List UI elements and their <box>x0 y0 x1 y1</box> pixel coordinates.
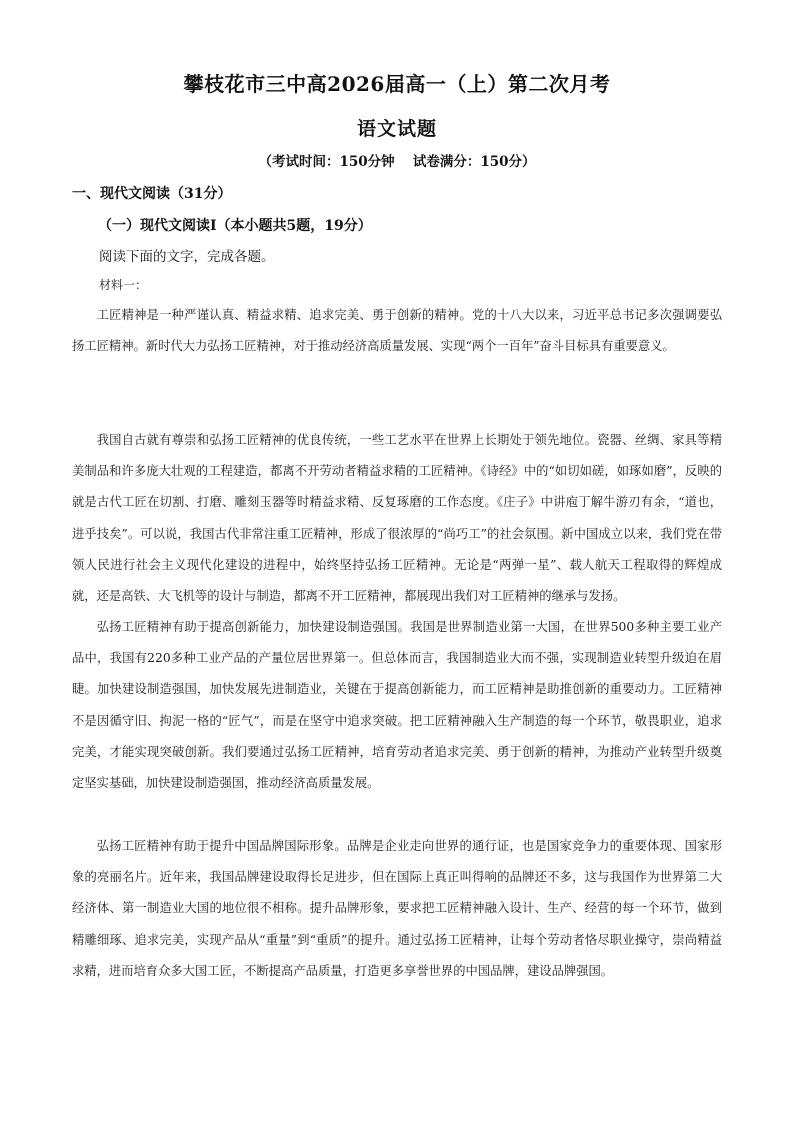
body-paragraph-3: 弘扬工匠精神有助于提高创新能力，加快建设制造强国。我国是世界制造业第一大国，在世界500多种主要工业产品中，我国有220多种工业产品的产量位居世界第一。但总体而言，我国制造业大而不强，实现制造业转型升级迫在眉睫。加快建设制造强国，加快发展先进制造业，关键在于提高创新能力，而工匠精神是助推创新的重要动力。工匠精神不是因循守旧、拘泥一格的“匠气”，而是在坚守中追求突破。把工匠精神融入生产制造的每一个环节，敬畏职业，追求完美，才能实现突破创新。我们要通过弘扬工匠精神，培育劳动者追求完美、勇于创新的精神，为推动产业转型升级奠定坚实基础，加快建设制造强国，推动经济高质量发展。 <box>72 620 722 791</box>
exam-title: 攀枝花市三中高2026届高一（上）第二次月考 <box>183 72 611 96</box>
material-label: 材料一： <box>99 278 148 292</box>
body-paragraph-4: 弘扬工匠精神有助于提升中国品牌国际形象。品牌是企业走向世界的通行证，也是国家竞争力的重要体现、国家形象的亮丽名片。近年来，我国品牌建设取得长足进步，但在国际上真正叫得响的品牌还不多，这与我国作为世界第二大经济体、第一制造业大国的地位很不相称。提升品牌形象，要求把工匠精神融入设计、生产、经营的每一个环节，做到精雕细琢、追求完美，实现产品从“重量”到“重质”的提升。通过弘扬工匠精神，让每个劳动者恪尽职业操守，崇尚精益求精，进而培育众多大国工匠，不断提高产品质量，打造更多享誉世界的中国品牌，建设品牌强国。 <box>72 839 722 978</box>
body-paragraph-2: 我国自古就有尊崇和弘扬工匠精神的优良传统，一些工艺水平在世界上长期处于领先地位。瓷器、丝绸、家具等精美制品和许多庞大壮观的工程建造，都离不开劳动者精益求精的工匠精神。《诗经》中的“如切如磋，如琢如磨”，反映的就是古代工匠在切割、打磨、雕刻玉器等时精益求精、反复琢磨的工作态度。《庄子》中讲庖丁解牛游刃有余，“道也，进乎技矣”。可以说，我国古代非常注重工匠精神，形成了很浓厚的“尚巧工”的社会氛围。新中国成立以来，我们党在带领人民进行社会主义现代化建设的进程中，始终坚持弘扬工匠精神。无论是“两弹一星”、载人航天工程取得的辉煌成就，还是高铁、大飞机等的设计与制造，都离不开工匠精神，都展现出我们对工匠精神的继承与发扬。 <box>72 433 722 604</box>
exam-subject-title: 语文试题 <box>356 118 437 140</box>
exam-info: （考试时间：150分钟 试卷满分：150分） <box>258 154 536 170</box>
section-heading: 一、现代文阅读（31分） <box>72 186 232 202</box>
reading-instruction: 阅读下面的文字，完成各题。 <box>99 249 275 265</box>
subsection-heading: （一）现代文阅读Ⅰ（本小题共5题，19分） <box>98 218 372 234</box>
body-paragraph-1: 工匠精神是一种严谨认真、精益求精、追求完美、勇于创新的精神。党的十八大以来，习近平总书记多次强调要弘扬工匠精神。新时代大力弘扬工匠精神，对于推动经济高质量发展、实现“两个一百年”奋斗目标具有重要意义。 <box>72 308 722 354</box>
